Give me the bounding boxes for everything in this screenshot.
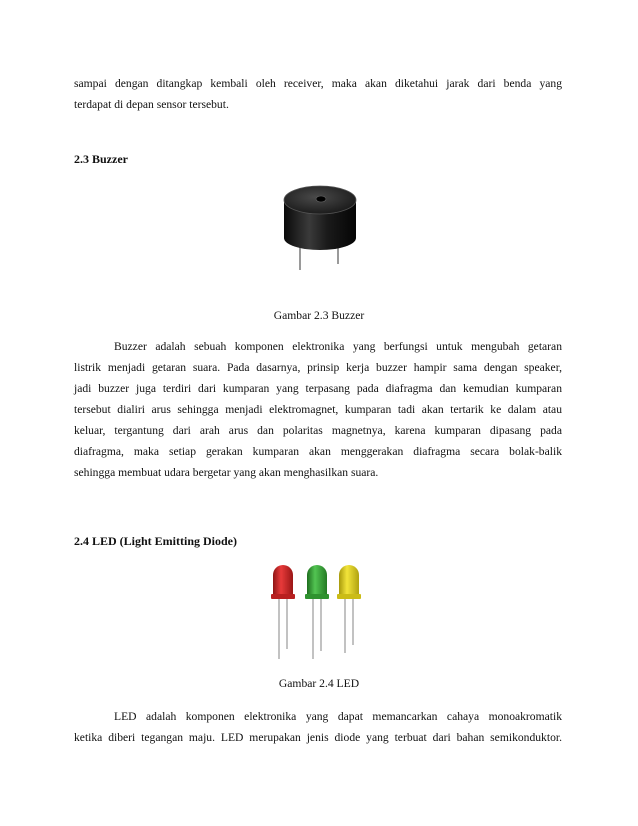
buzzer-image (270, 178, 370, 272)
text-line: Buzzer adalah sebuah komponen elektronika yang berfungsi untuk mengubah getaran (114, 340, 562, 353)
text-line: diafragma, maka setiap gerakan kumparan akan menggerakan diafragma secara bolak-balik (74, 445, 562, 458)
section-heading-buzzer: 2.3 Buzzer (74, 152, 128, 166)
paragraph-buzzer (74, 336, 562, 483)
paragraph-continuation (74, 73, 562, 115)
text-line: ketika diberi tegangan maju. LED merupakan jenis diode yang terbuat dari bahan semikonduktor. (74, 731, 562, 744)
text-line: listrik menjadi getaran suara. Pada dasarnya, prinsip kerja buzzer hampir sama dengan speaker, (74, 361, 562, 374)
text-line: keluar, tergantung dari arah arus dan polaritas magnetnya, karena kumparan dipasang pada (74, 424, 562, 437)
text-line: terdapat di depan sensor tersebut. (74, 98, 229, 111)
figure-caption-buzzer: Gambar 2.3 Buzzer (273, 309, 365, 322)
text-line: jadi buzzer juga terdiri dari kumparan yang terpasang pada diafragma dan kemudian kumparan (74, 382, 562, 395)
figure-caption-led: Gambar 2.4 LED (278, 677, 360, 690)
led-image (268, 565, 372, 663)
paragraph-led (74, 706, 562, 748)
text-line: sampai dengan ditangkap kembali oleh receiver, maka akan diketahui jarak dari benda yang (74, 77, 562, 90)
text-line: LED adalah komponen elektronika yang dapat memancarkan cahaya monoakromatik (114, 710, 562, 723)
text-line: tersebut dialiri arus sehingga menjadi elektromagnet, kumparan tadi akan tertarik ke dalam atau (74, 403, 562, 416)
text-line: sehingga membuat udara bergetar yang akan menghasilkan suara. (74, 466, 379, 479)
section-heading-led: 2.4 LED (Light Emitting Diode) (74, 534, 238, 548)
